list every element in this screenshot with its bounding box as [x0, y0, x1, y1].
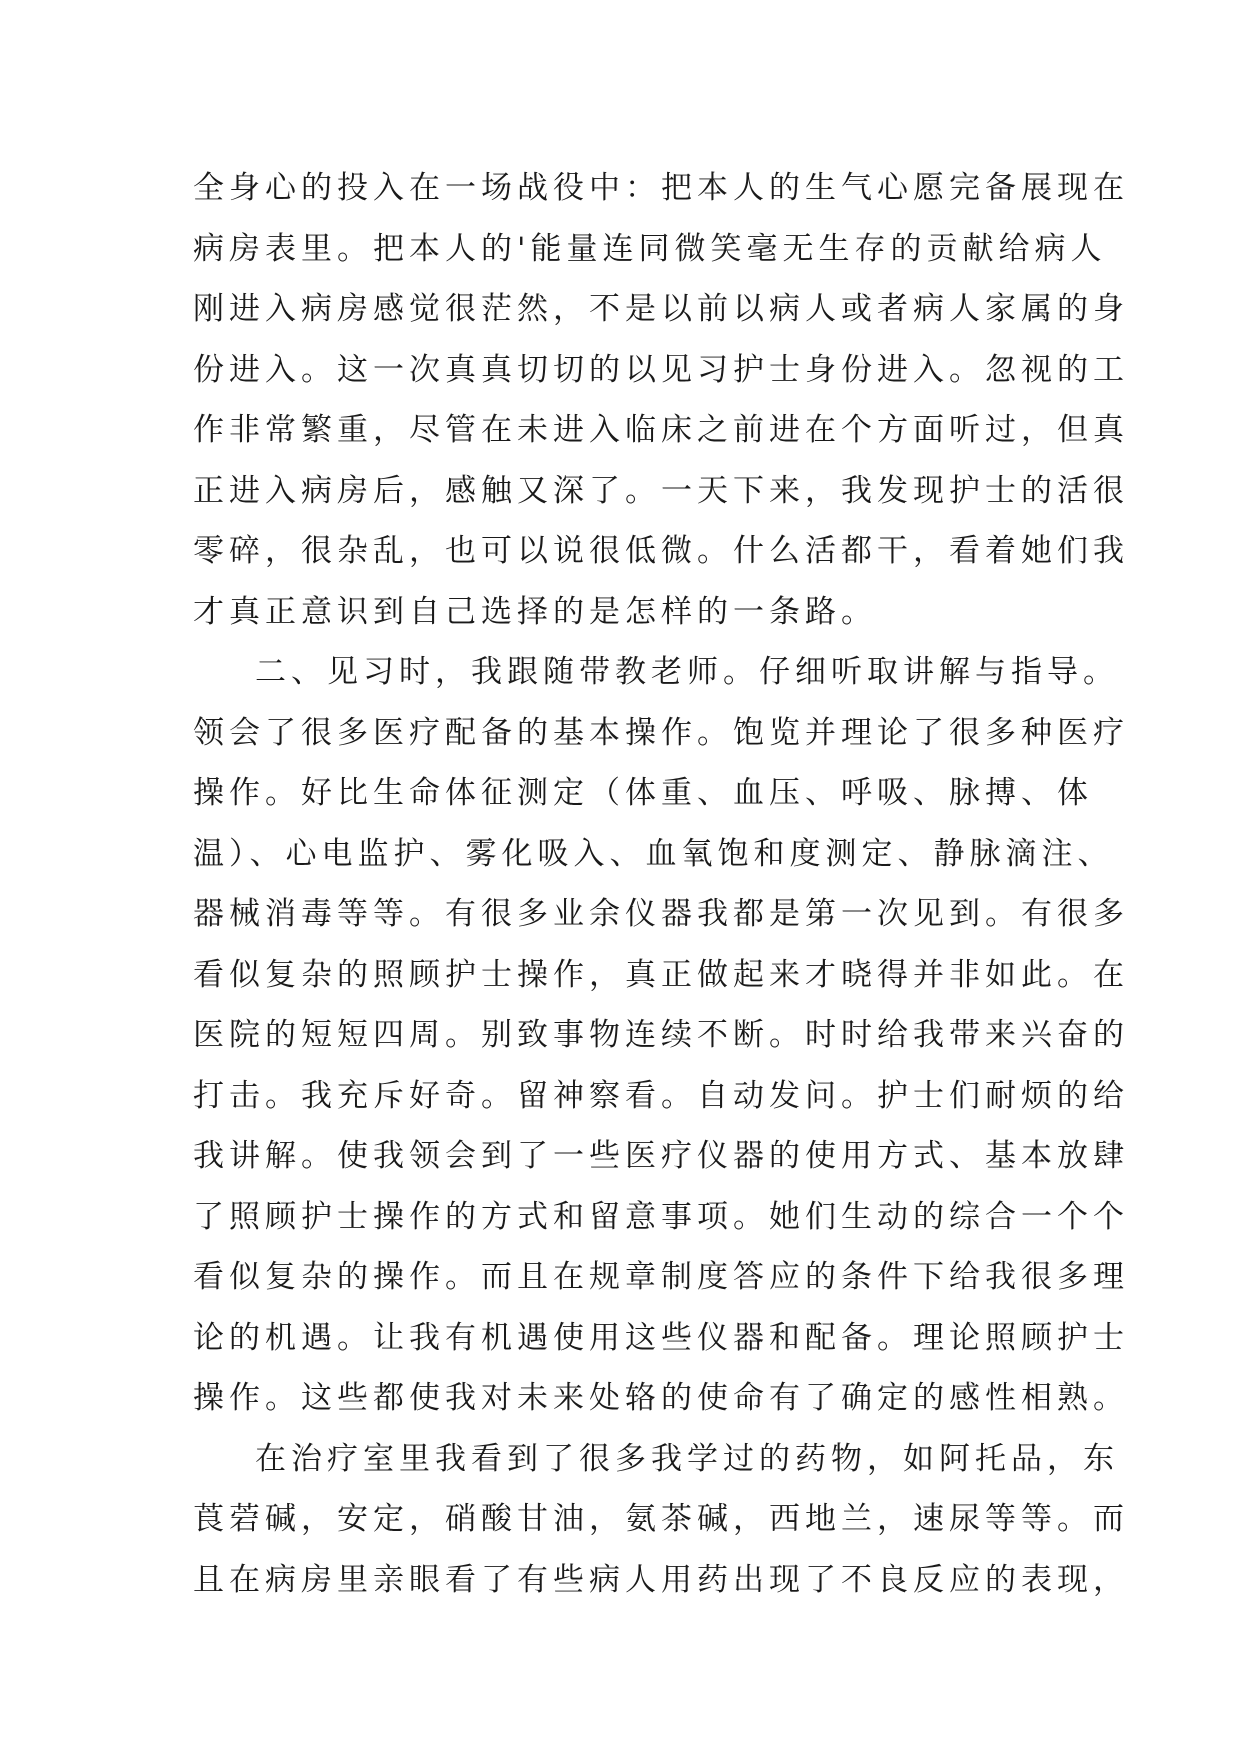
text-line-4: 份进入。这一次真真切切的以见习护士身份进入。忽视的工 [193, 351, 1129, 388]
text-line-6: 正进入病房后，感触又深了。一天下来，我发现护士的活很 [193, 472, 1129, 509]
text-line-22: 在治疗室里我看到了很多我学过的药物，如阿托品，东 [255, 1440, 1119, 1477]
text-line-23: 莨菪碱，安定，硝酸甘油，氨茶碱，西地兰，速尿等等。而 [193, 1501, 1129, 1537]
text-line-15: 医院的短短四周。别致事物连续不断。时时给我带来兴奋的 [193, 1017, 1129, 1053]
text-line-21: 操作。这些都使我对未来处辂的使命有了确定的感性相熟。 [193, 1380, 1129, 1416]
body-text [193, 158, 1129, 1610]
text-line-11: 操作。好比生命体征测定（体重、血压、呼吸、脉搏、体 [193, 775, 1093, 811]
text-line-12: 温）、心电监护、雾化吸入、血氧饱和度测定、静脉滴注、 [193, 835, 1114, 872]
text-line-2: 病房表里。把本人的'能量连同微笑毫无生存的贡献给病人 [193, 230, 1107, 267]
text-line-9: 二、见习时，我跟随带教老师。仔细听取讲解与指导。 [255, 654, 1119, 690]
text-line-17: 我讲解。使我领会到了一些医疗仪器的使用方式、基本放肆 [193, 1138, 1129, 1174]
text-line-18: 了照顾护士操作的方式和留意事项。她们生动的综合一个个 [193, 1198, 1129, 1235]
text-line-16: 打击。我充斥好奇。留神察看。自动发问。护士们耐烦的给 [193, 1077, 1129, 1114]
text-line-10: 领会了很多医疗配备的基本操作。饱览并理论了很多种医疗 [193, 714, 1129, 751]
text-line-7: 零碎，很杂乱，也可以说很低微。什么活都干，看着她们我 [193, 533, 1129, 569]
text-line-3: 刚进入病房感觉很茫然，不是以前以病人或者病人家属的身 [193, 291, 1129, 327]
text-line-1: 全身心的投入在一场战役中：把本人的生气心愿完备展现在 [193, 170, 1129, 206]
text-line-24: 且在病房里亲眼看了有些病人用药出现了不良反应的表现， [193, 1561, 1129, 1598]
text-line-13: 器械消毒等等。有很多业余仪器我都是第一次见到。有很多 [193, 896, 1129, 932]
text-line-8: 才真正意识到自己选择的是怎样的一条路。 [193, 593, 877, 630]
text-line-20: 论的机遇。让我有机遇使用这些仪器和配备。理论照顾护士 [193, 1319, 1129, 1356]
text-line-14: 看似复杂的照顾护士操作，真正做起来才晓得并非如此。在 [193, 956, 1129, 993]
text-line-19: 看似复杂的操作。而且在规章制度答应的条件下给我很多理 [193, 1259, 1129, 1295]
text-line-5: 作非常繁重，尽管在未进入临床之前进在个方面听过，但真 [193, 412, 1129, 448]
